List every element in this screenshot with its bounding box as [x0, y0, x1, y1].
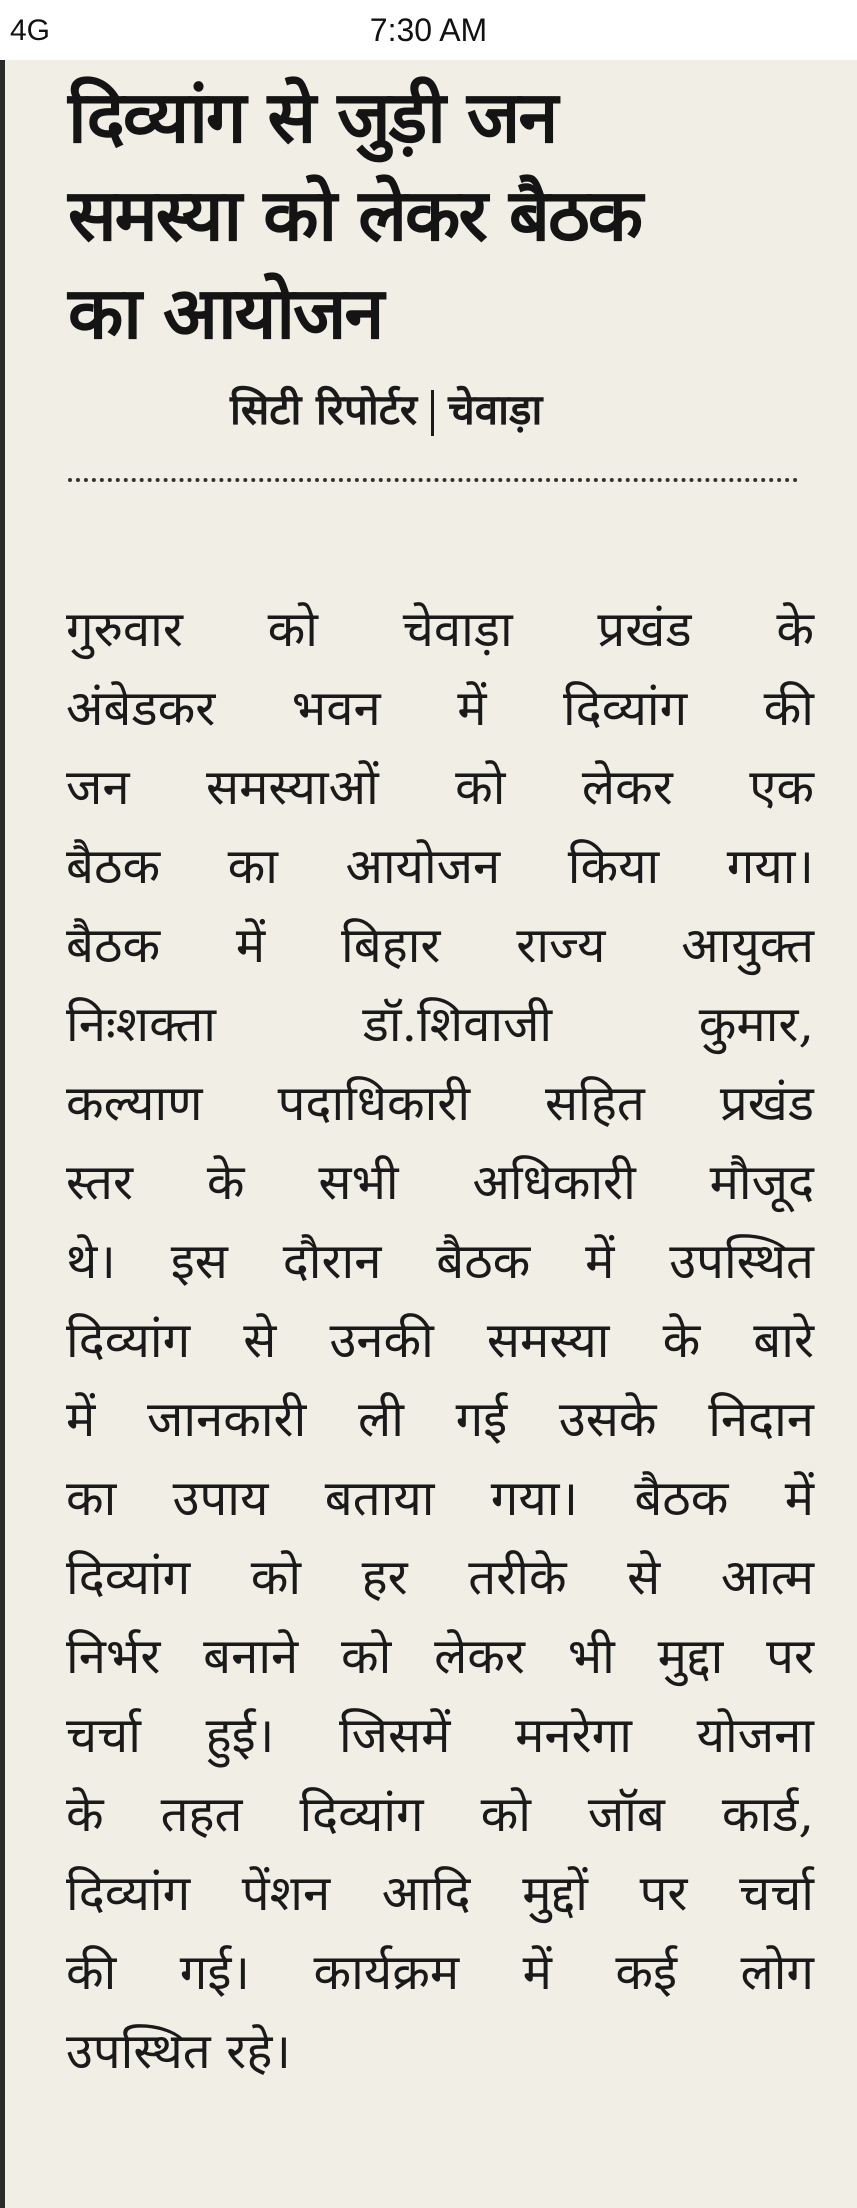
body-line: निःशक्ता डॉ.शिवाजी कुमार, — [66, 996, 814, 1053]
clipping-edge — [0, 60, 5, 2208]
article-headline — [68, 68, 828, 362]
status-time: 7:30 AM — [369, 12, 488, 48]
body-line: चर्चा हुई। जिसमें मनरेगा योजना — [66, 1707, 814, 1764]
headline-line: का आयोजन — [68, 271, 383, 355]
body-line: दिव्यांग को हर तरीके से आत्म — [66, 1549, 814, 1606]
body-line: दिव्यांग से उनकी समस्या के बारे — [66, 1312, 814, 1369]
article-byline — [230, 380, 542, 437]
byline-location: चेवाड़ा — [448, 385, 543, 434]
article-body — [66, 590, 814, 2091]
byline-reporter: सिटी रिपोर्टर — [230, 385, 418, 434]
byline-separator — [431, 390, 434, 436]
body-line: उपस्थित रहे। — [66, 2023, 291, 2080]
body-line: थे। इस दौरान बैठक में उपस्थित — [66, 1233, 814, 1290]
status-bar — [0, 0, 857, 60]
body-line: बैठक में बिहार राज्य आयुक्त — [66, 917, 814, 974]
body-line: जन समस्याओं को लेकर एक — [66, 759, 814, 816]
dotted-divider — [68, 478, 798, 482]
signal-indicator: 4G — [10, 14, 51, 47]
body-line: बैठक का आयोजन किया गया। — [66, 838, 814, 895]
newspaper-clipping — [0, 60, 857, 2208]
headline-line: दिव्यांग से जुड़ी जन — [68, 75, 557, 159]
body-line: में जानकारी ली गई उसके निदान — [66, 1391, 814, 1448]
body-line: की गई। कार्यक्रम में कई लोग — [66, 1944, 814, 2001]
headline-line: समस्या को लेकर बैठक — [68, 173, 642, 257]
body-line: अंबेडकर भवन में दिव्यांग की — [66, 680, 814, 737]
body-line: गुरुवार को चेवाड़ा प्रखंड के — [66, 601, 814, 658]
body-line: कल्याण पदाधिकारी सहित प्रखंड — [66, 1075, 814, 1132]
body-line: का उपाय बताया गया। बैठक में — [66, 1470, 814, 1527]
body-line: निर्भर बनाने को लेकर भी मुद्दा पर — [66, 1628, 814, 1685]
body-line: स्तर के सभी अधिकारी मौजूद — [66, 1154, 814, 1211]
body-line: दिव्यांग पेंशन आदि मुद्दों पर चर्चा — [66, 1865, 814, 1922]
body-line: के तहत दिव्यांग को जॉब कार्ड, — [66, 1786, 814, 1843]
